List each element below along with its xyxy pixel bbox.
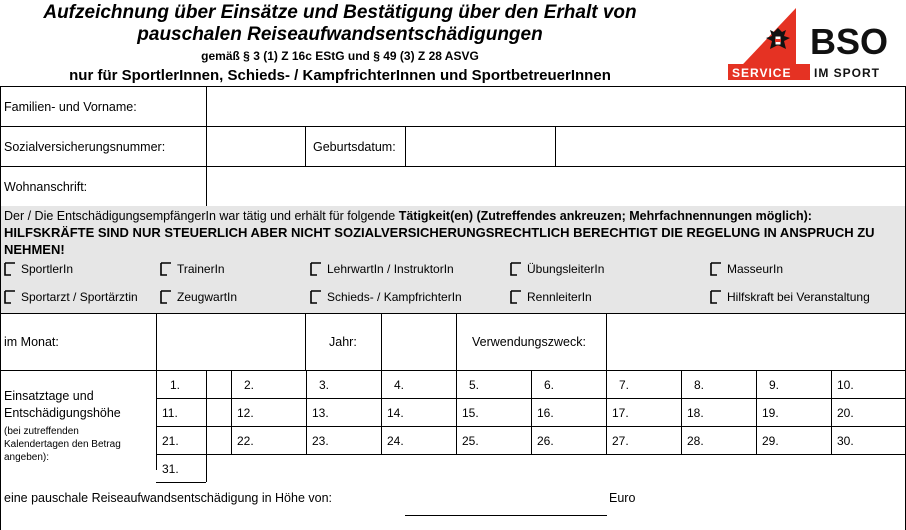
day-cell[interactable]: 12. bbox=[237, 406, 254, 420]
option-label: ÜbungsleiterIn bbox=[527, 262, 605, 276]
day-cell[interactable]: 20. bbox=[837, 406, 854, 420]
legal-reference: gemäß § 3 (1) Z 16c EStG und § 49 (3) Z 28 ASVG bbox=[201, 49, 479, 63]
checkbox-icon[interactable] bbox=[4, 290, 16, 304]
option-trainerin[interactable] bbox=[160, 262, 225, 276]
day-cell[interactable]: 16. bbox=[537, 406, 554, 420]
bso-logo bbox=[728, 6, 898, 82]
day-cell[interactable]: 27. bbox=[612, 434, 629, 448]
day-cell[interactable]: 18. bbox=[687, 406, 704, 420]
checkbox-icon[interactable] bbox=[710, 262, 722, 276]
checkbox-icon[interactable] bbox=[160, 290, 172, 304]
rule bbox=[531, 370, 532, 454]
checkbox-icon[interactable] bbox=[310, 290, 322, 304]
day-cell[interactable]: 5. bbox=[469, 378, 480, 392]
rule bbox=[305, 313, 306, 370]
rule bbox=[381, 370, 382, 454]
birth-label: Geburtsdatum: bbox=[313, 140, 396, 154]
option-label: ZeugwartIn bbox=[177, 290, 238, 304]
checkbox-icon[interactable] bbox=[4, 262, 16, 276]
form-header bbox=[0, 0, 906, 88]
year-label: Jahr: bbox=[329, 335, 357, 349]
form-title-line1: Aufzeichnung über Einsätze und Bestätigung über den Erhalt von bbox=[43, 2, 637, 23]
option-label: SportlerIn bbox=[21, 262, 74, 276]
day-cell[interactable]: 13. bbox=[312, 406, 329, 420]
ssn-field[interactable] bbox=[207, 127, 305, 166]
ssn-label: Sozialversicherungsnummer: bbox=[4, 140, 166, 154]
rule bbox=[606, 370, 607, 454]
purpose-field[interactable] bbox=[607, 314, 905, 370]
total-label: eine pauschale Reiseaufwandsentschädigung in Höhe von: bbox=[4, 491, 333, 505]
day-cell[interactable]: 17. bbox=[612, 406, 629, 420]
checkbox-icon[interactable] bbox=[710, 290, 722, 304]
rule bbox=[0, 482, 1, 483]
option-sportlerin[interactable] bbox=[4, 262, 73, 276]
checkbox-icon[interactable] bbox=[310, 262, 322, 276]
option-label: RennleiterIn bbox=[527, 290, 592, 304]
option-rennleiterin[interactable] bbox=[510, 290, 592, 304]
day-cell[interactable]: 30. bbox=[837, 434, 854, 448]
form-title-line2: pauschalen Reiseaufwandsentschädigungen bbox=[137, 24, 543, 45]
option-label: TrainerIn bbox=[177, 262, 225, 276]
option-zeugwartin[interactable] bbox=[160, 290, 237, 304]
day-cell[interactable]: 21. bbox=[162, 434, 179, 448]
month-field[interactable] bbox=[157, 314, 305, 370]
checkbox-icon[interactable] bbox=[510, 290, 522, 304]
rule bbox=[456, 370, 457, 454]
name-label: Familien- und Vorname: bbox=[4, 100, 137, 114]
address-field[interactable] bbox=[207, 167, 905, 206]
day-cell[interactable]: 25. bbox=[462, 434, 479, 448]
activity-intro bbox=[4, 209, 812, 223]
day-cell[interactable]: 2. bbox=[244, 378, 255, 392]
day-cell[interactable]: 28. bbox=[687, 434, 704, 448]
rule bbox=[156, 454, 906, 455]
option-masseurin[interactable] bbox=[710, 262, 783, 276]
day-cell[interactable]: 9. bbox=[769, 378, 780, 392]
day-cell[interactable]: 10. bbox=[837, 378, 854, 392]
day-cell[interactable]: 8. bbox=[694, 378, 705, 392]
rule bbox=[206, 370, 207, 482]
checkbox-icon[interactable] bbox=[510, 262, 522, 276]
rule bbox=[305, 126, 306, 166]
form-grid bbox=[0, 86, 906, 530]
day-cell[interactable]: 3. bbox=[319, 378, 330, 392]
day-cell[interactable]: 7. bbox=[619, 378, 630, 392]
days-label-line2: Entschädigungshöhe bbox=[4, 406, 121, 420]
checkbox-icon[interactable] bbox=[160, 262, 172, 276]
month-label: im Monat: bbox=[4, 335, 59, 349]
helper-warning: HILFSKRÄFTE SIND NUR STEUERLICH ABER NICHT SOZIALVERSICHERUNGSRECHTLICH BERECHTIGT DIE REGELUNG IN ANSPRUCH ZU NEHMEN! bbox=[4, 225, 875, 257]
option-label: Schieds- / KampfrichterIn bbox=[327, 290, 462, 304]
day-cell[interactable]: 24. bbox=[387, 434, 404, 448]
rule bbox=[231, 370, 232, 454]
rule bbox=[306, 370, 307, 454]
days-note: (bei zutreffenden Kalendertagen den Betrag angeben): bbox=[4, 426, 121, 463]
option-label: MasseurIn bbox=[727, 262, 784, 276]
day-cell[interactable]: 19. bbox=[762, 406, 779, 420]
day-cell[interactable]: 22. bbox=[237, 434, 254, 448]
rule bbox=[756, 370, 757, 454]
option-uebungsleiterin[interactable] bbox=[510, 262, 604, 276]
rule bbox=[681, 370, 682, 454]
day-cell[interactable]: 15. bbox=[462, 406, 479, 420]
day-cell[interactable]: 26. bbox=[537, 434, 554, 448]
day-cell[interactable]: 31. bbox=[162, 462, 179, 476]
day-cell[interactable]: 29. bbox=[762, 434, 779, 448]
days-label-line1: Einsatztage und bbox=[4, 389, 94, 403]
option-hilfskraft[interactable] bbox=[710, 290, 870, 304]
rule bbox=[555, 126, 556, 166]
option-lehrwartin[interactable] bbox=[310, 262, 454, 276]
logo-banner-text: SERVICE bbox=[732, 66, 792, 80]
option-label: Hilfskraft bei Veranstaltung bbox=[727, 290, 870, 304]
logo-text: BSO bbox=[810, 21, 889, 62]
total-amount-line bbox=[405, 515, 607, 516]
total-amount-field[interactable] bbox=[405, 488, 607, 514]
rule bbox=[831, 370, 832, 454]
audience-note: nur für SportlerInnen, Schieds- / KampfrichterInnen und SportbetreuerInnen bbox=[69, 67, 611, 84]
birth-field[interactable] bbox=[406, 127, 555, 166]
activity-intro-bold: Tätigkeit(en) (Zutreffendes ankreuzen; Mehrfachnennungen möglich): bbox=[398, 209, 812, 223]
day-cell[interactable]: 4. bbox=[394, 378, 405, 392]
name-field[interactable] bbox=[207, 87, 905, 126]
option-sportarzt[interactable] bbox=[4, 290, 138, 304]
option-label: LehrwartIn / InstruktorIn bbox=[327, 262, 454, 276]
day-cell[interactable]: 6. bbox=[544, 378, 555, 392]
year-field[interactable] bbox=[382, 314, 456, 370]
day-cell[interactable]: 23. bbox=[312, 434, 329, 448]
logo-sub-text: IM SPORT bbox=[814, 66, 881, 80]
option-label: Sportarzt / Sportärztin bbox=[21, 290, 138, 304]
purpose-label: Verwendungszweck: bbox=[472, 335, 586, 349]
rule bbox=[456, 313, 457, 370]
rule bbox=[0, 370, 906, 371]
rule bbox=[156, 482, 206, 483]
option-schiedsrichterin[interactable] bbox=[310, 290, 462, 304]
currency-label: Euro bbox=[609, 491, 636, 505]
day-cell[interactable]: 14. bbox=[387, 406, 404, 420]
day-cell[interactable]: 11. bbox=[162, 406, 178, 420]
activity-intro-text: Der / Die EntschädigungsempfängerIn war tätig und erhält für folgende bbox=[4, 209, 399, 223]
day-cell[interactable]: 1. bbox=[170, 378, 181, 392]
address-label: Wohnanschrift: bbox=[4, 180, 88, 194]
